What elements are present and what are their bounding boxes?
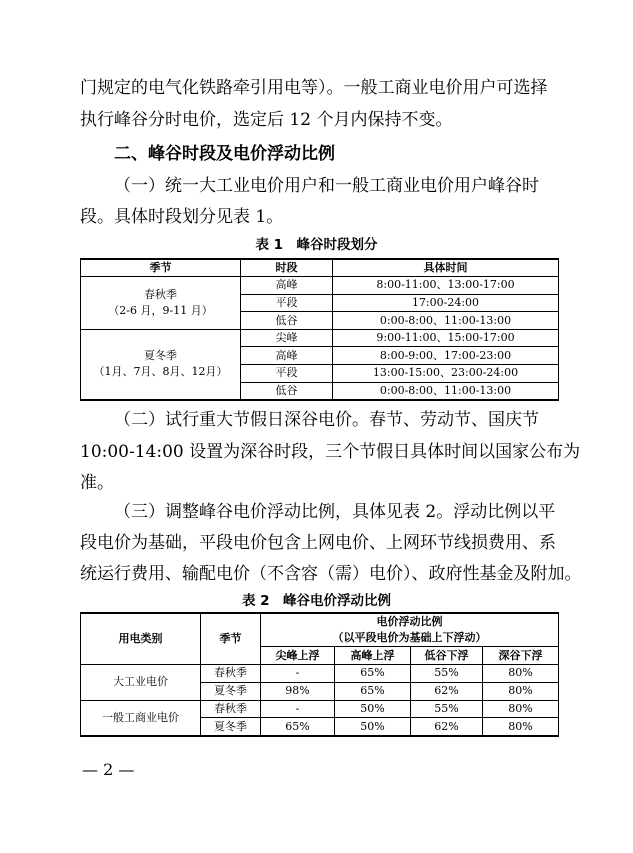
value-cell: 50% [335,718,411,736]
value-cell: 62% [411,682,483,700]
table2-caption: 表 2 峰谷电价浮动比例 [241,593,392,609]
table-row [81,329,559,347]
table-row [81,277,559,295]
value-cell: 65% [261,718,335,736]
period-cell: 尖峰 [241,329,333,347]
ratio-subtitle: （以平段电价为基础上下浮动） [332,631,487,644]
value-cell: 55% [411,665,483,683]
table2-header-season: 季节 [201,613,261,665]
body-text-line: 准。 [80,473,114,493]
subheader-cell: 高峰上浮 [335,647,411,665]
season-months: （2-6 月，9-11 月） [108,303,213,317]
body-text-line: 统运行费用、输配电价（不含容（需）电价）、政府性基金及附加。 [80,564,582,584]
time-cell: 0:00-8:00、11:00-13:00 [333,382,559,400]
body-text-line: （二）试行重大节假日深谷电价。春节、劳动节、国庆节 [114,410,539,430]
season-cell: 春秋季 [201,700,261,718]
table1-caption: 表 1 峰谷时段划分 [255,237,378,253]
table-row [81,700,559,718]
ratio-title: 电价浮动比例 [376,615,443,628]
table1-header-time: 具体时间 [333,259,559,277]
table1-header-row [81,259,559,277]
table2-price-ratios [80,612,559,737]
value-cell: 62% [411,718,483,736]
season-cell: 春秋季 [201,665,261,683]
time-cell: 0:00-8:00、11:00-13:00 [333,312,559,330]
time-cell: 8:00-11:00、13:00-17:00 [333,277,559,295]
value-cell: 50% [335,700,411,718]
table1-header-season: 季节 [81,259,241,277]
body-text-line: 执行峰谷分时电价，选定后 12 个月内保持不变。 [80,110,453,130]
value-cell: 65% [335,682,411,700]
body-text-line: （三）调整峰谷电价浮动比例，具体见表 2。浮动比例以平 [114,502,556,522]
subheader-cell: 低谷下浮 [411,647,483,665]
period-cell: 低谷 [241,312,333,330]
value-cell: 55% [411,700,483,718]
body-text-line: 10:00-14:00 设置为深谷时段，三个节假日具体时间以国家公布为 [80,442,581,462]
body-text-line: 段。具体时段划分见表 1。 [80,207,284,227]
table1-season-summer-winter [81,329,241,399]
table1-season-spring-autumn [81,277,241,330]
value-cell: 80% [483,700,559,718]
table-row [81,665,559,683]
subheader-cell: 深谷下浮 [483,647,559,665]
subheader-cell: 尖峰上浮 [261,647,335,665]
section-heading: 二、峰谷时段及电价浮动比例 [114,144,335,164]
value-cell: 65% [335,665,411,683]
body-text-line: （一）统一大工业电价用户和一般工商业电价用户峰谷时 [114,176,539,196]
season-name: 夏冬季 [144,349,177,363]
time-cell: 8:00-9:00、17:00-23:00 [333,347,559,365]
category-cell: 大工业电价 [81,665,201,701]
table2-header-ratio [261,613,559,647]
time-cell: 17:00-24:00 [333,294,559,312]
category-cell: 一般工商业电价 [81,700,201,736]
time-cell: 13:00-15:00、23:00-24:00 [333,365,559,383]
body-text-line: 段电价为基础，平段电价包含上网电价、上网环节线损费用、系 [80,533,556,553]
table1-header-period: 时段 [241,259,333,277]
period-cell: 平段 [241,365,333,383]
value-cell: - [261,665,335,683]
value-cell: 80% [483,682,559,700]
value-cell: 98% [261,682,335,700]
period-cell: 低谷 [241,382,333,400]
season-cell: 夏冬季 [201,682,261,700]
body-text-line: 门规定的电气化铁路牵引用电等）。一般工商业电价用户可选择 [80,78,548,98]
period-cell: 高峰 [241,277,333,295]
season-months: （1月、7月、8月、12月） [93,365,228,379]
table2-header-row [81,613,559,647]
page-number: — 2 — [82,760,135,779]
period-cell: 平段 [241,294,333,312]
table2-header-category: 用电类别 [81,613,201,665]
table1-time-periods [80,258,559,401]
time-cell: 9:00-11:00、15:00-17:00 [333,329,559,347]
period-cell: 高峰 [241,347,333,365]
season-name: 春秋季 [144,287,177,301]
value-cell: 80% [483,718,559,736]
season-cell: 夏冬季 [201,718,261,736]
value-cell: 80% [483,665,559,683]
value-cell: - [261,700,335,718]
